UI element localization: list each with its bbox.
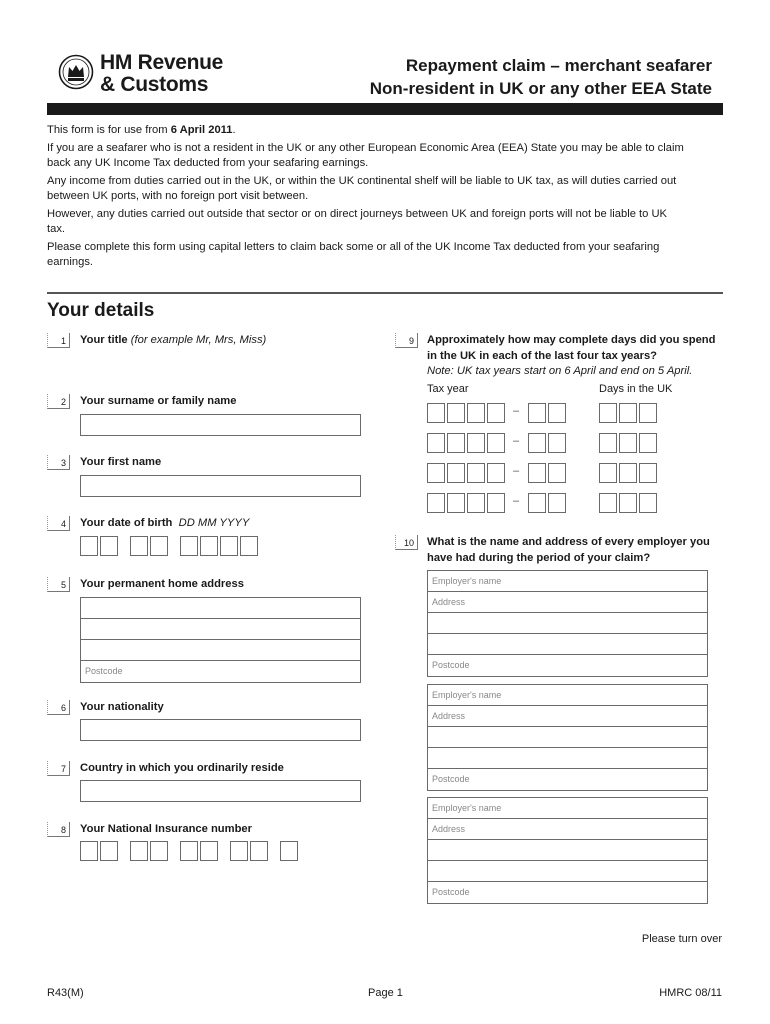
dob-month-digit-2[interactable] xyxy=(150,536,168,556)
days-in-uk-digit-2[interactable] xyxy=(619,493,637,513)
nino-char-5[interactable] xyxy=(180,841,198,861)
tax-year-start-digit-2[interactable] xyxy=(447,463,465,483)
section-divider xyxy=(47,292,723,294)
tax-year-dash: – xyxy=(513,405,520,417)
tax-year-dash: – xyxy=(513,465,520,477)
q8-label: Your National Insurance number xyxy=(80,823,252,835)
tax-year-start-digit-3[interactable] xyxy=(467,403,485,423)
tax-year-dash: – xyxy=(513,495,520,507)
address-line-3[interactable] xyxy=(81,640,360,661)
tax-year-end-digit-2[interactable] xyxy=(548,433,566,453)
employer-postcode-field[interactable]: Postcode xyxy=(432,887,470,897)
nino-char-4[interactable] xyxy=(150,841,168,861)
tax-year-start-digit-4[interactable] xyxy=(487,493,505,513)
employer-address-line[interactable] xyxy=(428,613,707,634)
tax-year-end-digit-2[interactable] xyxy=(548,463,566,483)
tax-year-dash: – xyxy=(513,435,520,447)
home-address-box[interactable] xyxy=(80,597,361,683)
q1-number: 1 xyxy=(47,333,70,348)
tax-year-start-digit-1[interactable] xyxy=(427,463,445,483)
dob-year-digit-3[interactable] xyxy=(220,536,238,556)
q9-number: 9 xyxy=(395,333,418,348)
employer-box-3[interactable] xyxy=(427,797,708,904)
intro-text xyxy=(47,123,687,273)
tax-year-start-digit-4[interactable] xyxy=(487,433,505,453)
q5-label: Your permanent home address xyxy=(80,578,244,590)
nino-char-9[interactable] xyxy=(280,841,298,861)
q3-label: Your first name xyxy=(80,456,162,468)
dob-day-digit-2[interactable] xyxy=(100,536,118,556)
dob-year-digit-1[interactable] xyxy=(180,536,198,556)
intro-p3: Any income from duties carried out in the UK, or within the UK continental shelf will be liable to UK tax, as will duties carried out between UK ports, with no foreign port visit between. xyxy=(47,174,677,202)
q8-number: 8 xyxy=(47,822,70,837)
employer-address-line[interactable] xyxy=(428,861,707,882)
employer-address-field[interactable]: Address xyxy=(428,592,707,613)
section-title: Your details xyxy=(47,300,155,321)
tax-year-end-digit-2[interactable] xyxy=(548,493,566,513)
employer-address-line[interactable] xyxy=(428,634,707,655)
first-name-input[interactable] xyxy=(80,475,361,497)
nino-char-8[interactable] xyxy=(250,841,268,861)
days-in-uk-digit-2[interactable] xyxy=(619,433,637,453)
org-name-line2: & Customs xyxy=(100,73,209,96)
intro-p4: However, any duties carried out outside that sector or on direct journeys between UK and foreign ports will not be liable to UK tax. xyxy=(47,207,667,235)
employer-address-line[interactable] xyxy=(428,748,707,769)
days-in-uk-digit-1[interactable] xyxy=(599,433,617,453)
days-in-uk-digit-1[interactable] xyxy=(599,463,617,483)
q2-label: Your surname or family name xyxy=(80,395,237,407)
tax-year-end-digit-1[interactable] xyxy=(528,433,546,453)
nino-char-1[interactable] xyxy=(80,841,98,861)
org-name-line1: HM Revenue xyxy=(100,51,224,74)
dob-day-digit-1[interactable] xyxy=(80,536,98,556)
intro-p5: Please complete this form using capital letters to claim back some or all of the UK Income Tax deducted from your seafaring earnings. xyxy=(47,240,660,268)
q4-number: 4 xyxy=(47,516,70,531)
address-line-2[interactable] xyxy=(81,619,360,640)
tax-year-header: Tax year xyxy=(427,383,469,395)
employer-box-2[interactable] xyxy=(427,684,708,791)
days-in-uk-digit-1[interactable] xyxy=(599,493,617,513)
employer-name-field[interactable]: Employer's name xyxy=(428,685,707,706)
dob-year-digit-4[interactable] xyxy=(240,536,258,556)
employer-address-field[interactable]: Address xyxy=(428,706,707,727)
employer-postcode-field[interactable]: Postcode xyxy=(432,660,470,670)
q6-label: Your nationality xyxy=(80,701,164,713)
q7-label: Country in which you ordinarily reside xyxy=(80,762,284,774)
employer-address-line[interactable] xyxy=(428,840,707,861)
q10-label: What is the name and address of every employer you have had during the period of your claim? xyxy=(427,536,710,564)
nino-char-3[interactable] xyxy=(130,841,148,861)
nationality-input[interactable] xyxy=(80,719,361,741)
nino-char-2[interactable] xyxy=(100,841,118,861)
crown-crest-icon xyxy=(58,54,94,90)
days-in-uk-digit-1[interactable] xyxy=(599,403,617,423)
tax-year-end-digit-1[interactable] xyxy=(528,463,546,483)
days-in-uk-header: Days in the UK xyxy=(599,383,673,395)
dob-month-digit-1[interactable] xyxy=(130,536,148,556)
q2-number: 2 xyxy=(47,394,70,409)
org-name xyxy=(100,52,223,96)
please-turn-over: Please turn over xyxy=(641,933,722,945)
nino-char-6[interactable] xyxy=(200,841,218,861)
employer-box-1[interactable] xyxy=(427,570,708,677)
q5-number: 5 xyxy=(47,577,70,592)
tax-year-start-digit-2[interactable] xyxy=(447,433,465,453)
header-bar xyxy=(47,103,723,115)
surname-input[interactable] xyxy=(80,414,361,436)
tax-year-start-digit-1[interactable] xyxy=(427,493,445,513)
days-in-uk-digit-3[interactable] xyxy=(639,493,657,513)
tax-year-end-digit-2[interactable] xyxy=(548,403,566,423)
employer-address-field[interactable]: Address xyxy=(428,819,707,840)
q3-number: 3 xyxy=(47,455,70,470)
days-in-uk-digit-3[interactable] xyxy=(639,433,657,453)
employer-postcode-field[interactable]: Postcode xyxy=(432,774,470,784)
tax-year-start-digit-2[interactable] xyxy=(447,493,465,513)
intro-p2: If you are a seafarer who is not a resident in the UK or any other European Economic Area (EEA) State you may be able to claim back any UK Income Tax deducted from your seafaring earnings. xyxy=(47,141,684,169)
employer-name-field[interactable]: Employer's name xyxy=(428,798,707,819)
tax-year-start-digit-3[interactable] xyxy=(467,463,485,483)
form-title xyxy=(370,54,712,100)
postcode-field[interactable]: Postcode xyxy=(85,666,123,676)
days-in-uk-digit-2[interactable] xyxy=(619,403,637,423)
tax-year-start-digit-3[interactable] xyxy=(467,493,485,513)
form-reference: R43(M) xyxy=(47,987,84,999)
tax-year-start-digit-4[interactable] xyxy=(487,463,505,483)
q10-number: 10 xyxy=(395,535,418,550)
q1-label: Your title (for example Mr, Mrs, Miss) xyxy=(80,334,267,346)
form-title-line1: Repayment claim – merchant seafarer xyxy=(405,56,712,75)
tax-year-start-digit-1[interactable] xyxy=(427,433,445,453)
form-title-line2: Non-resident in UK or any other EEA State xyxy=(369,79,712,98)
country-of-residence-input[interactable] xyxy=(80,780,361,802)
q7-number: 7 xyxy=(47,761,70,776)
page-number: Page 1 xyxy=(368,987,403,999)
q6-number: 6 xyxy=(47,700,70,715)
employer-name-field[interactable]: Employer's name xyxy=(428,571,707,592)
employer-address-line[interactable] xyxy=(428,727,707,748)
tax-year-end-digit-1[interactable] xyxy=(528,403,546,423)
tax-year-end-digit-1[interactable] xyxy=(528,493,546,513)
q4-label: Your date of birth DD MM YYYY xyxy=(80,517,250,529)
q9-note: Note: UK tax years start on 6 April and end on 5 April. xyxy=(427,365,693,377)
tax-year-start-digit-4[interactable] xyxy=(487,403,505,423)
tax-year-start-digit-3[interactable] xyxy=(467,433,485,453)
address-line-1[interactable] xyxy=(81,598,360,619)
nino-char-7[interactable] xyxy=(230,841,248,861)
form-version: HMRC 08/11 xyxy=(659,987,722,999)
days-in-uk-digit-3[interactable] xyxy=(639,403,657,423)
tax-year-start-digit-1[interactable] xyxy=(427,403,445,423)
days-in-uk-digit-2[interactable] xyxy=(619,463,637,483)
q9-label: Approximately how may complete days did you spend in the UK in each of the last four tax years? Note: UK tax years start on 6 April and end on 5 April. xyxy=(427,334,716,377)
intro-p1: This form is for use from 6 April 2011. xyxy=(47,124,236,136)
dob-year-digit-2[interactable] xyxy=(200,536,218,556)
tax-year-start-digit-2[interactable] xyxy=(447,403,465,423)
days-in-uk-digit-3[interactable] xyxy=(639,463,657,483)
